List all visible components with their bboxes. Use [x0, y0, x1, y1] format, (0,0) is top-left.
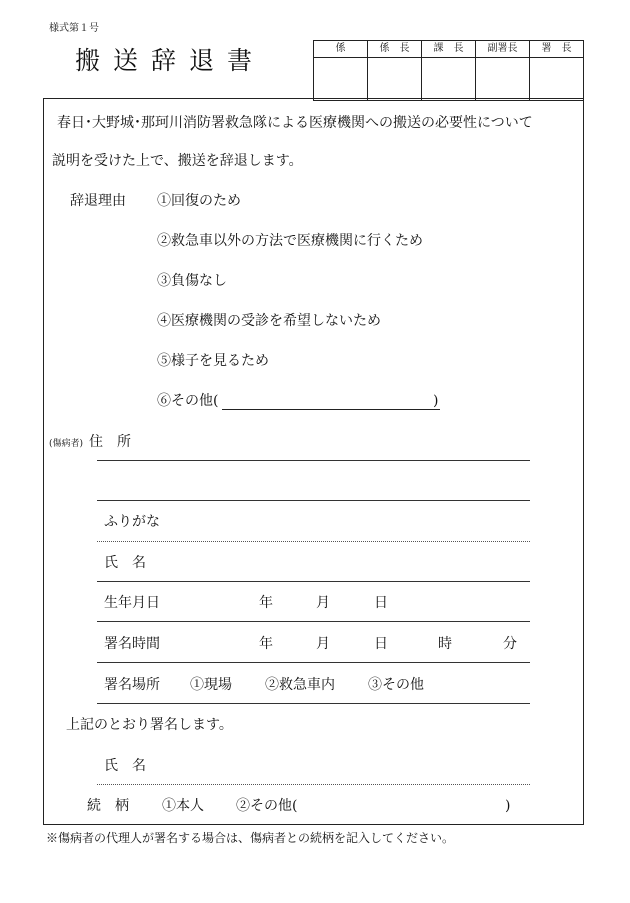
statement-line-2: 説明を受けた上で、搬送を辞退します。 [52, 153, 303, 169]
reason-option-2[interactable]: ②救急車以外の方法で医療機関に行くため [157, 233, 423, 249]
footnote: ※傷病者の代理人が署名する場合は、傷病者との続柄を記入してください。 [46, 831, 455, 845]
sign-time-day-unit: 日 [374, 636, 388, 652]
address-label: 住 所 [89, 434, 131, 450]
statement-line-1: 春日･大野城･那珂川消防署救急隊による医療機関への搬送の必要性について [57, 115, 533, 131]
reason-other-field[interactable] [225, 391, 425, 408]
reason-other-underline [222, 409, 440, 410]
stamp-box-chief[interactable] [368, 58, 422, 101]
sign-time-hour-unit: 時 [438, 636, 452, 652]
patient-name-line[interactable] [97, 581, 530, 582]
reason-label: 辞退理由 [70, 193, 126, 209]
document-title: 搬送辞退書 [75, 46, 266, 75]
reason-option-1[interactable]: ①回復のため [157, 193, 241, 209]
sign-time-month-unit: 月 [316, 636, 330, 652]
relation-label: 続 柄 [87, 798, 129, 814]
sign-time-line[interactable] [97, 662, 530, 663]
approval-col-fire-chief: 署 長 [530, 41, 584, 58]
reason-other-close-paren: ) [433, 393, 439, 409]
reason-option-6[interactable]: ⑥その他( [157, 393, 219, 409]
dob-year-unit: 年 [259, 595, 273, 611]
relation-other-field[interactable] [310, 796, 500, 813]
sign-place-label: 署名場所 [104, 677, 160, 693]
approval-col-chief: 係 長 [368, 41, 422, 58]
approval-stamp-table [313, 40, 584, 101]
signer-name-label: 氏 名 [104, 758, 146, 774]
sign-place-option-scene[interactable]: ①現場 [190, 677, 232, 693]
relation-option-other[interactable]: ②その他( [236, 798, 298, 814]
patient-prefix: (傷病者) [49, 439, 84, 449]
reason-option-5[interactable]: ⑤様子を見るため [157, 353, 269, 369]
relation-close-paren: ) [505, 798, 511, 814]
relation-option-self[interactable]: ①本人 [162, 798, 204, 814]
patient-name-label: 氏 名 [104, 555, 146, 571]
dob-month-unit: 月 [316, 595, 330, 611]
approval-col-section-head: 課 長 [422, 41, 476, 58]
reason-option-3[interactable]: ③負傷なし [157, 273, 227, 289]
sign-place-option-other[interactable]: ③その他 [368, 677, 424, 693]
signer-name-line[interactable] [97, 784, 530, 785]
address-line-1[interactable] [97, 460, 530, 461]
stamp-box-fire-chief[interactable] [530, 58, 584, 101]
reason-option-4[interactable]: ④医療機関の受診を希望しないため [157, 313, 381, 329]
stamp-box-deputy-chief[interactable] [476, 58, 530, 101]
sign-time-label: 署名時間 [104, 636, 160, 652]
form-number: 様式第１号 [49, 23, 99, 34]
stamp-box-section-head[interactable] [422, 58, 476, 101]
stamp-box-staff[interactable] [314, 58, 368, 101]
approval-col-deputy-chief: 副署長 [476, 41, 530, 58]
dob-label: 生年月日 [104, 595, 160, 611]
approval-col-staff: 係 [314, 41, 368, 58]
dob-day-unit: 日 [374, 595, 388, 611]
sign-time-year-unit: 年 [259, 636, 273, 652]
dob-line[interactable] [97, 621, 530, 622]
sign-place-option-ambulance[interactable]: ②救急車内 [265, 677, 335, 693]
furigana-line[interactable] [97, 541, 530, 542]
address-line-2[interactable] [97, 500, 530, 501]
signature-statement: 上記のとおり署名します。 [66, 717, 233, 733]
sign-place-line [97, 703, 530, 704]
sign-time-minute-unit: 分 [503, 636, 517, 652]
furigana-label: ふりがな [104, 514, 160, 530]
